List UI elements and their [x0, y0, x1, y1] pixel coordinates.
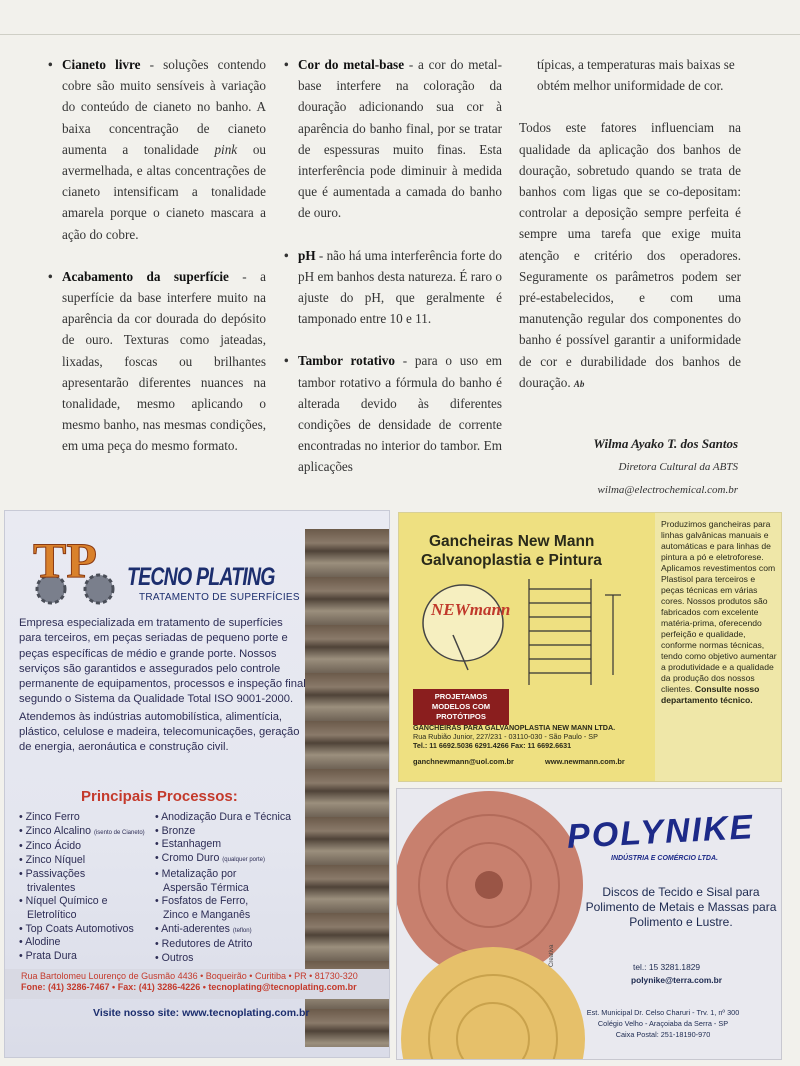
polynike-address — [547, 1007, 779, 1040]
bullet-text: - para o uso em tambor rotativo a fórmula do banho é alterada devido às diferentes condições de densidade de corrente encontradas no interior do tambor. Em aplicações — [298, 353, 502, 475]
magnifier-icon — [423, 585, 503, 661]
processes-title: Principais Processos: — [81, 788, 238, 805]
tecnoplating-paragraph-1: Empresa especializada em tratamento de superfícies para terceiros, em peças seriadas de pequeno porte e peças específicas de médio e grande porte. Nossos serviços são garantidos e assegurados pelo controle permanente de equipamentos, processos e inspeção final segundo o Sistema da Qualidade Total ISO 9001-2000. — [19, 617, 306, 706]
newmann-logo: NEWmann — [431, 600, 511, 619]
list-item-label: • Anti-aderentes — [155, 922, 230, 935]
tecnoplating-address: Rua Bartolomeu Lourenço de Gusmão 4436 • Boqueirão • Curitiba • PR • 81730-320 — [21, 971, 358, 981]
newmann-title-2: Galvanoplastia e Pintura — [421, 552, 602, 569]
bullet-tambor — [284, 350, 502, 477]
newmann-phones: Tel.: 11 6692.5036 6291.4266 Fax: 11 6692.6631 — [413, 741, 572, 750]
bullet-heading: pH — [298, 247, 316, 263]
end-mark-icon: Ab — [573, 378, 585, 389]
newmann-project-badge: PROJETAMOS MODELOS COM PROTÓTIPOS — [413, 689, 509, 725]
agency-credit: Creativa — [549, 944, 555, 967]
list-item: Aspersão Térmica — [163, 881, 249, 894]
article-column-2 — [284, 54, 502, 499]
list-item: • Passivações — [19, 867, 86, 880]
list-item: trivalentes — [27, 881, 76, 894]
list-item-note: (teflon) — [232, 927, 252, 934]
ad-newmann — [398, 512, 782, 782]
newmann-email[interactable]: ganchnewmann@uol.com.br — [413, 757, 514, 766]
tecnoplating-phone-email[interactable]: Fone: (41) 3286-7467 • Fax: (41) 3286-4226 • tecnoplating@tecnoplating.com.br — [21, 982, 357, 992]
polynike-address-line: Caixa Postal: 251-18190-970 — [615, 1030, 711, 1039]
newmann-panel — [399, 513, 655, 782]
polynike-email[interactable]: polynike@terra.com.br — [631, 975, 723, 985]
newmann-website[interactable]: www.newmann.com.br — [545, 757, 625, 766]
article-column-3 — [519, 54, 741, 395]
bullet-icon: • — [48, 57, 53, 72]
list-item-note: (isento de Cianeto) — [93, 829, 145, 836]
bullet-icon: • — [284, 247, 289, 263]
processes-list-right — [155, 811, 305, 966]
polynike-brand: POLYNIKE — [566, 808, 756, 856]
newmann-text: Produzimos gancheiras para linhas galvânicas manuais e automáticas e para linhas de pintura a pó e eletroforese. Aplicamos revestimentos com Plastisol para terceiros e peças técnicas em várias cores. Nossos produtos são fabricados com excelente matéria-prima, oferecendo perfeição e qualidade, conforme normas técnicas, tendo como objetivo aumentar a produtividade e a qualidade da produção dos nossos clientes. — [661, 519, 777, 694]
newmann-company-name: GANCHEIRAS PARA GALVANOPLASTIA NEW MANN LTDA. — [413, 723, 616, 732]
newmann-illustration — [413, 575, 643, 687]
bullet-icon: • — [284, 353, 289, 369]
bullet-icon: • — [48, 268, 53, 284]
polynike-phone: tel.: 15 3281.1829 — [633, 962, 701, 972]
list-item: • Bronze — [155, 824, 196, 837]
rack-icon — [529, 579, 621, 685]
list-item: • Top Coats Automotivos — [19, 922, 134, 935]
disc-hub — [475, 871, 503, 899]
list-item: • Outros — [155, 952, 194, 965]
list-item: • Zinco Ferro — [19, 811, 80, 823]
list-item: • Redutores de Atrito — [155, 938, 253, 951]
list-item: • Estanhagem — [155, 838, 222, 851]
newmann-description — [661, 519, 779, 706]
newmann-address — [413, 723, 643, 750]
tecnoplating-logo — [27, 531, 127, 611]
polynike-address-line: Colégio Velho - Araçoiaba da Serra - SP — [597, 1019, 729, 1028]
author-role: Diretora Cultural da ABTS — [618, 461, 738, 473]
list-item: • Níquel Químico e — [19, 895, 108, 908]
tecnoplating-brand: TECNO PLATING — [127, 563, 275, 591]
top-rule — [0, 34, 800, 35]
bullet-heading: Cianeto livre — [62, 57, 141, 72]
list-item: • Prata Dura — [19, 950, 77, 963]
bullet-text: - soluções contendo cobre são muito sensíveis à variação do conteúdo de cianeto no banho. A baixa concentração de cianeto aumenta a tonalidade — [62, 57, 266, 157]
tecnoplating-contact — [5, 969, 390, 999]
bullet-text: - a superfície da base interfere muito na aparência da cor dourada do depósito de ouro. Texturas como jateadas, lixadas, foscas ou brilhantes apresentarão diferentes nuances na tonalidade, mesmo aplicando o mesmo banho, nas mesmas condições, em uma peça do mesmo formato. — [62, 268, 267, 454]
bullet-acabamento — [48, 266, 267, 457]
bullet-ph — [284, 245, 502, 330]
newmann-street: Rua Rubião Junior, 227/231 - 03110-030 - São Paulo - SP — [413, 732, 598, 741]
list-item: Zinco e Manganês — [163, 908, 251, 921]
list-item: • Zinco Ácido — [19, 840, 82, 853]
list-item: • Zinco Níquel — [19, 854, 86, 867]
processes-list-left — [19, 811, 159, 964]
bullet-heading: Cor do metal-base — [298, 57, 405, 72]
list-item-note: (qualquer porte) — [222, 857, 265, 864]
tecnoplating-paragraph-2: Atendemos às indústrias automobilística, alimentícia, plástico, celulose e madeira, telecomunicações, geração de energia, aeronáutica e construção civil. — [19, 710, 300, 754]
bullet-cianeto — [48, 54, 267, 245]
tecnoplating-body — [19, 616, 307, 756]
author-email[interactable]: wilma@electrochemical.com.br — [597, 484, 738, 496]
closing-text: Todos este fatores influenciam na qualidade da aplicação dos banhos de douração, sobretudo quando se trata de banhos com ligas que se co-depositam: controlar a deposição sempre perfeita é sempre uma tarefa que exige muita atenção e critério dos operadores. Seguramente os parâmetros podem ser pré-estabelecidos, e com uma manutenção regular dos componentes do banho é possível garantir a uniformidade de cor e durabilidade dos banhos de douração. — [519, 120, 741, 390]
article-column-1 — [48, 54, 267, 478]
logo-letters: TP — [33, 532, 97, 588]
list-item: Eletrolítico — [27, 908, 77, 921]
closing-paragraph — [519, 117, 741, 395]
bullet-metal-base — [284, 54, 502, 224]
list-item-label: • Zinco Alcalino — [19, 824, 92, 837]
list-item: • Fosfatos de Ferro, — [155, 895, 249, 908]
tecnoplating-website[interactable]: Visite nosso site: www.tecnoplating.com.br — [93, 1007, 310, 1019]
bullet-text: ou avermelhada, e altas concentrações de cianeto intensificam a tonalidade amarela porque o cianeto mascara a ação do cobre. — [62, 141, 267, 242]
ad-polynike — [396, 788, 782, 1060]
bullet-heading: Tambor rotativo — [298, 353, 395, 369]
bullet-text: - não há uma interferência forte do pH em banhos desta natureza. É raro o ajuste do pH, que geralmente é tamponado entre 10 e 11. — [298, 247, 502, 327]
polynike-description: Discos de Tecido e Sisal para Polimento de Metais e Massas para Polimento e Lustre. — [585, 885, 777, 929]
continued-text: típicas, a temperaturas mais baixas se obtém melhor uniformidade de cor. — [537, 57, 735, 94]
polynike-address-line: Est. Municipal Dr. Celso Charuri - Trv. 1, nº 300 — [586, 1008, 740, 1017]
bullet-icon: • — [284, 57, 289, 72]
list-item — [19, 825, 159, 841]
list-item — [155, 852, 305, 868]
bullet-text: - a cor do metal-base interfere na coloração da douração adicionando sua cor à aparência do banho final, por se tratar de espessuras muito finas. Esta interferência pode diminuir à medida que é aumentada a camada do banho de ouro. — [298, 57, 502, 221]
newmann-cta: Consulte nosso departamento técnico. — [661, 684, 760, 705]
polynike-subtitle: INDÚSTRIA E COMÉRCIO LTDA. — [611, 855, 718, 862]
list-item-label: • Cromo Duro — [155, 852, 220, 865]
newmann-title-1: Gancheiras New Mann — [429, 533, 595, 550]
list-item: • Alodine — [19, 936, 61, 949]
bullet-heading: Acabamento da superfície — [62, 268, 229, 284]
list-item — [155, 923, 305, 939]
ad-tecnoplating — [4, 510, 390, 1058]
list-item: • Metalização por — [155, 867, 237, 880]
bullet-italic: pink — [214, 141, 238, 157]
author-name: Wilma Ayako T. dos Santos — [593, 436, 738, 451]
list-item: • Anodização Dura e Técnica — [155, 811, 292, 823]
tecnoplating-subtitle: TRATAMENTO DE SUPERFÍCIES — [139, 592, 300, 603]
